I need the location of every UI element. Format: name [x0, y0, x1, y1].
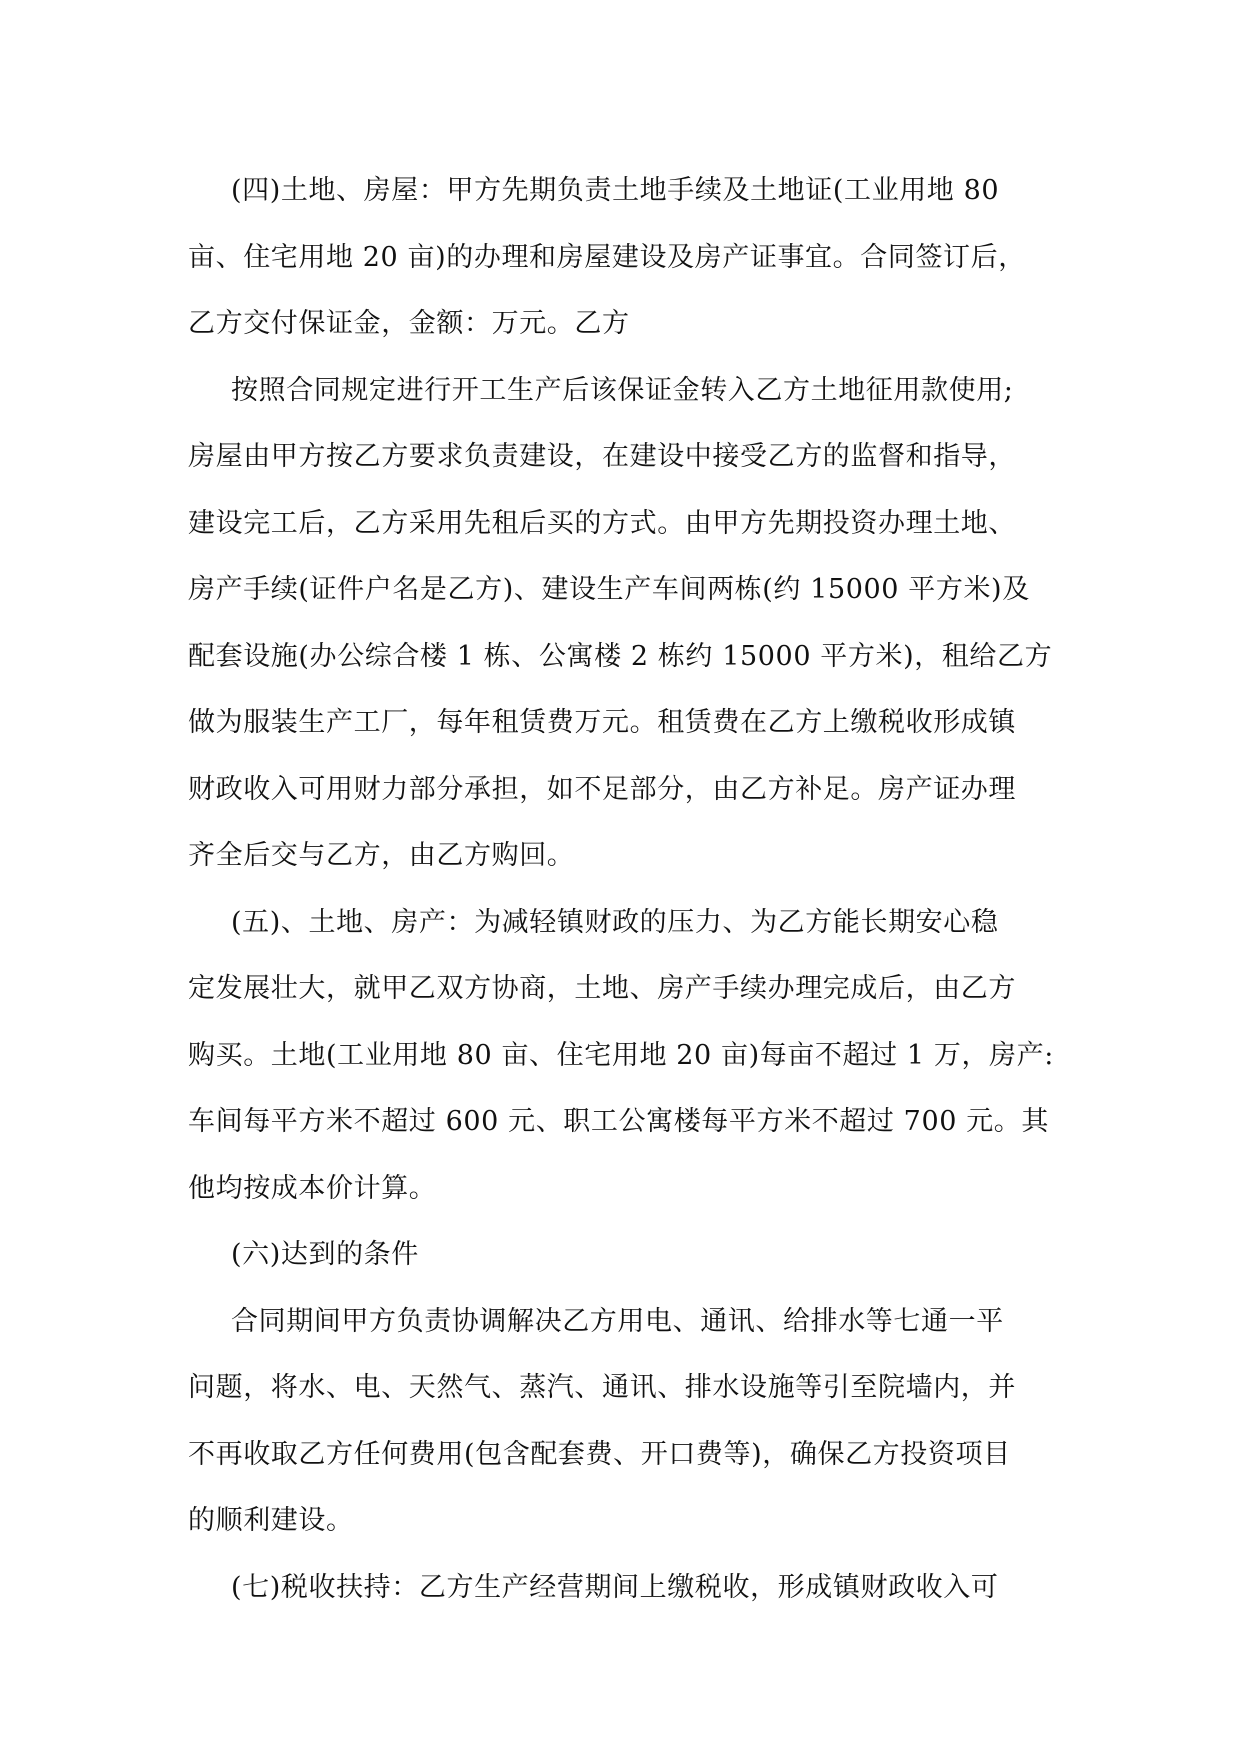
paragraph-line: (四)土地、房屋：甲方先期负责土地手续及土地证(工业用地 80: [231, 175, 1000, 206]
paragraph-line: 他均按成本价计算。: [188, 1172, 437, 1204]
paragraph-line: 配套设施(办公综合楼 1 栋、公寓楼 2 栋约 15000 平方米)，租给乙方: [188, 640, 1053, 672]
paragraph-line: 房产手续(证件户名是乙方)、建设生产车间两栋(约 15000 平方米)及: [188, 574, 1030, 605]
paragraph-line: 房屋由甲方按乙方要求负责建设，在建设中接受乙方的监督和指导，: [188, 441, 1016, 472]
paragraph-line: 乙方交付保证金，金额：万元。乙方: [188, 308, 630, 339]
paragraph-line: (五)、土地、房产：为减轻镇财政的压力、为乙方能长期安心稳: [231, 906, 999, 938]
paragraph-line: 建设完工后，乙方采用先租后买的方式。由甲方先期投资办理土地、: [188, 507, 1016, 539]
paragraph-line: (七)税收扶持：乙方生产经营期间上缴税收，形成镇财政收入可: [231, 1571, 999, 1603]
paragraph-line: 做为服装生产工厂，每年租赁费万元。租赁费在乙方上缴税收形成镇: [188, 707, 1016, 738]
paragraph-line: 齐全后交与乙方，由乙方购回。: [188, 840, 575, 871]
paragraph-line: 合同期间甲方负责协调解决乙方用电、通讯、给排水等七通一平: [231, 1305, 1004, 1337]
paragraph-line: 定发展壮大，就甲乙双方协商，土地、房产手续办理完成后，由乙方: [188, 973, 1016, 1004]
document-body: [188, 158, 1068, 1621]
paragraph-line: 的顺利建设。: [188, 1505, 354, 1536]
paragraph-line: 车间每平方米不超过 600 元、职工公寓楼每平方米不超过 700 元。其: [188, 1106, 1049, 1137]
paragraph-line: 财政收入可用财力部分承担，如不足部分，由乙方补足。房产证办理: [188, 773, 1016, 805]
section-heading: (六)达到的条件: [231, 1239, 419, 1270]
paragraph-line: 亩、住宅用地 20 亩)的办理和房屋建设及房产证事宜。合同签订后，: [188, 241, 1026, 273]
paragraph-line: 不再收取乙方任何费用(包含配套费、开口费等)，确保乙方投资项目: [188, 1438, 1011, 1470]
paragraph-line: 按照合同规定进行开工生产后该保证金转入乙方土地征用款使用;: [231, 374, 1014, 406]
paragraph-line: 购买。土地(工业用地 80 亩、住宅用地 20 亩)每亩不超过 1 万，房产:: [188, 1039, 1054, 1071]
paragraph-line: 问题，将水、电、天然气、蒸汽、通讯、排水设施等引至院墙内，并: [188, 1372, 1016, 1403]
